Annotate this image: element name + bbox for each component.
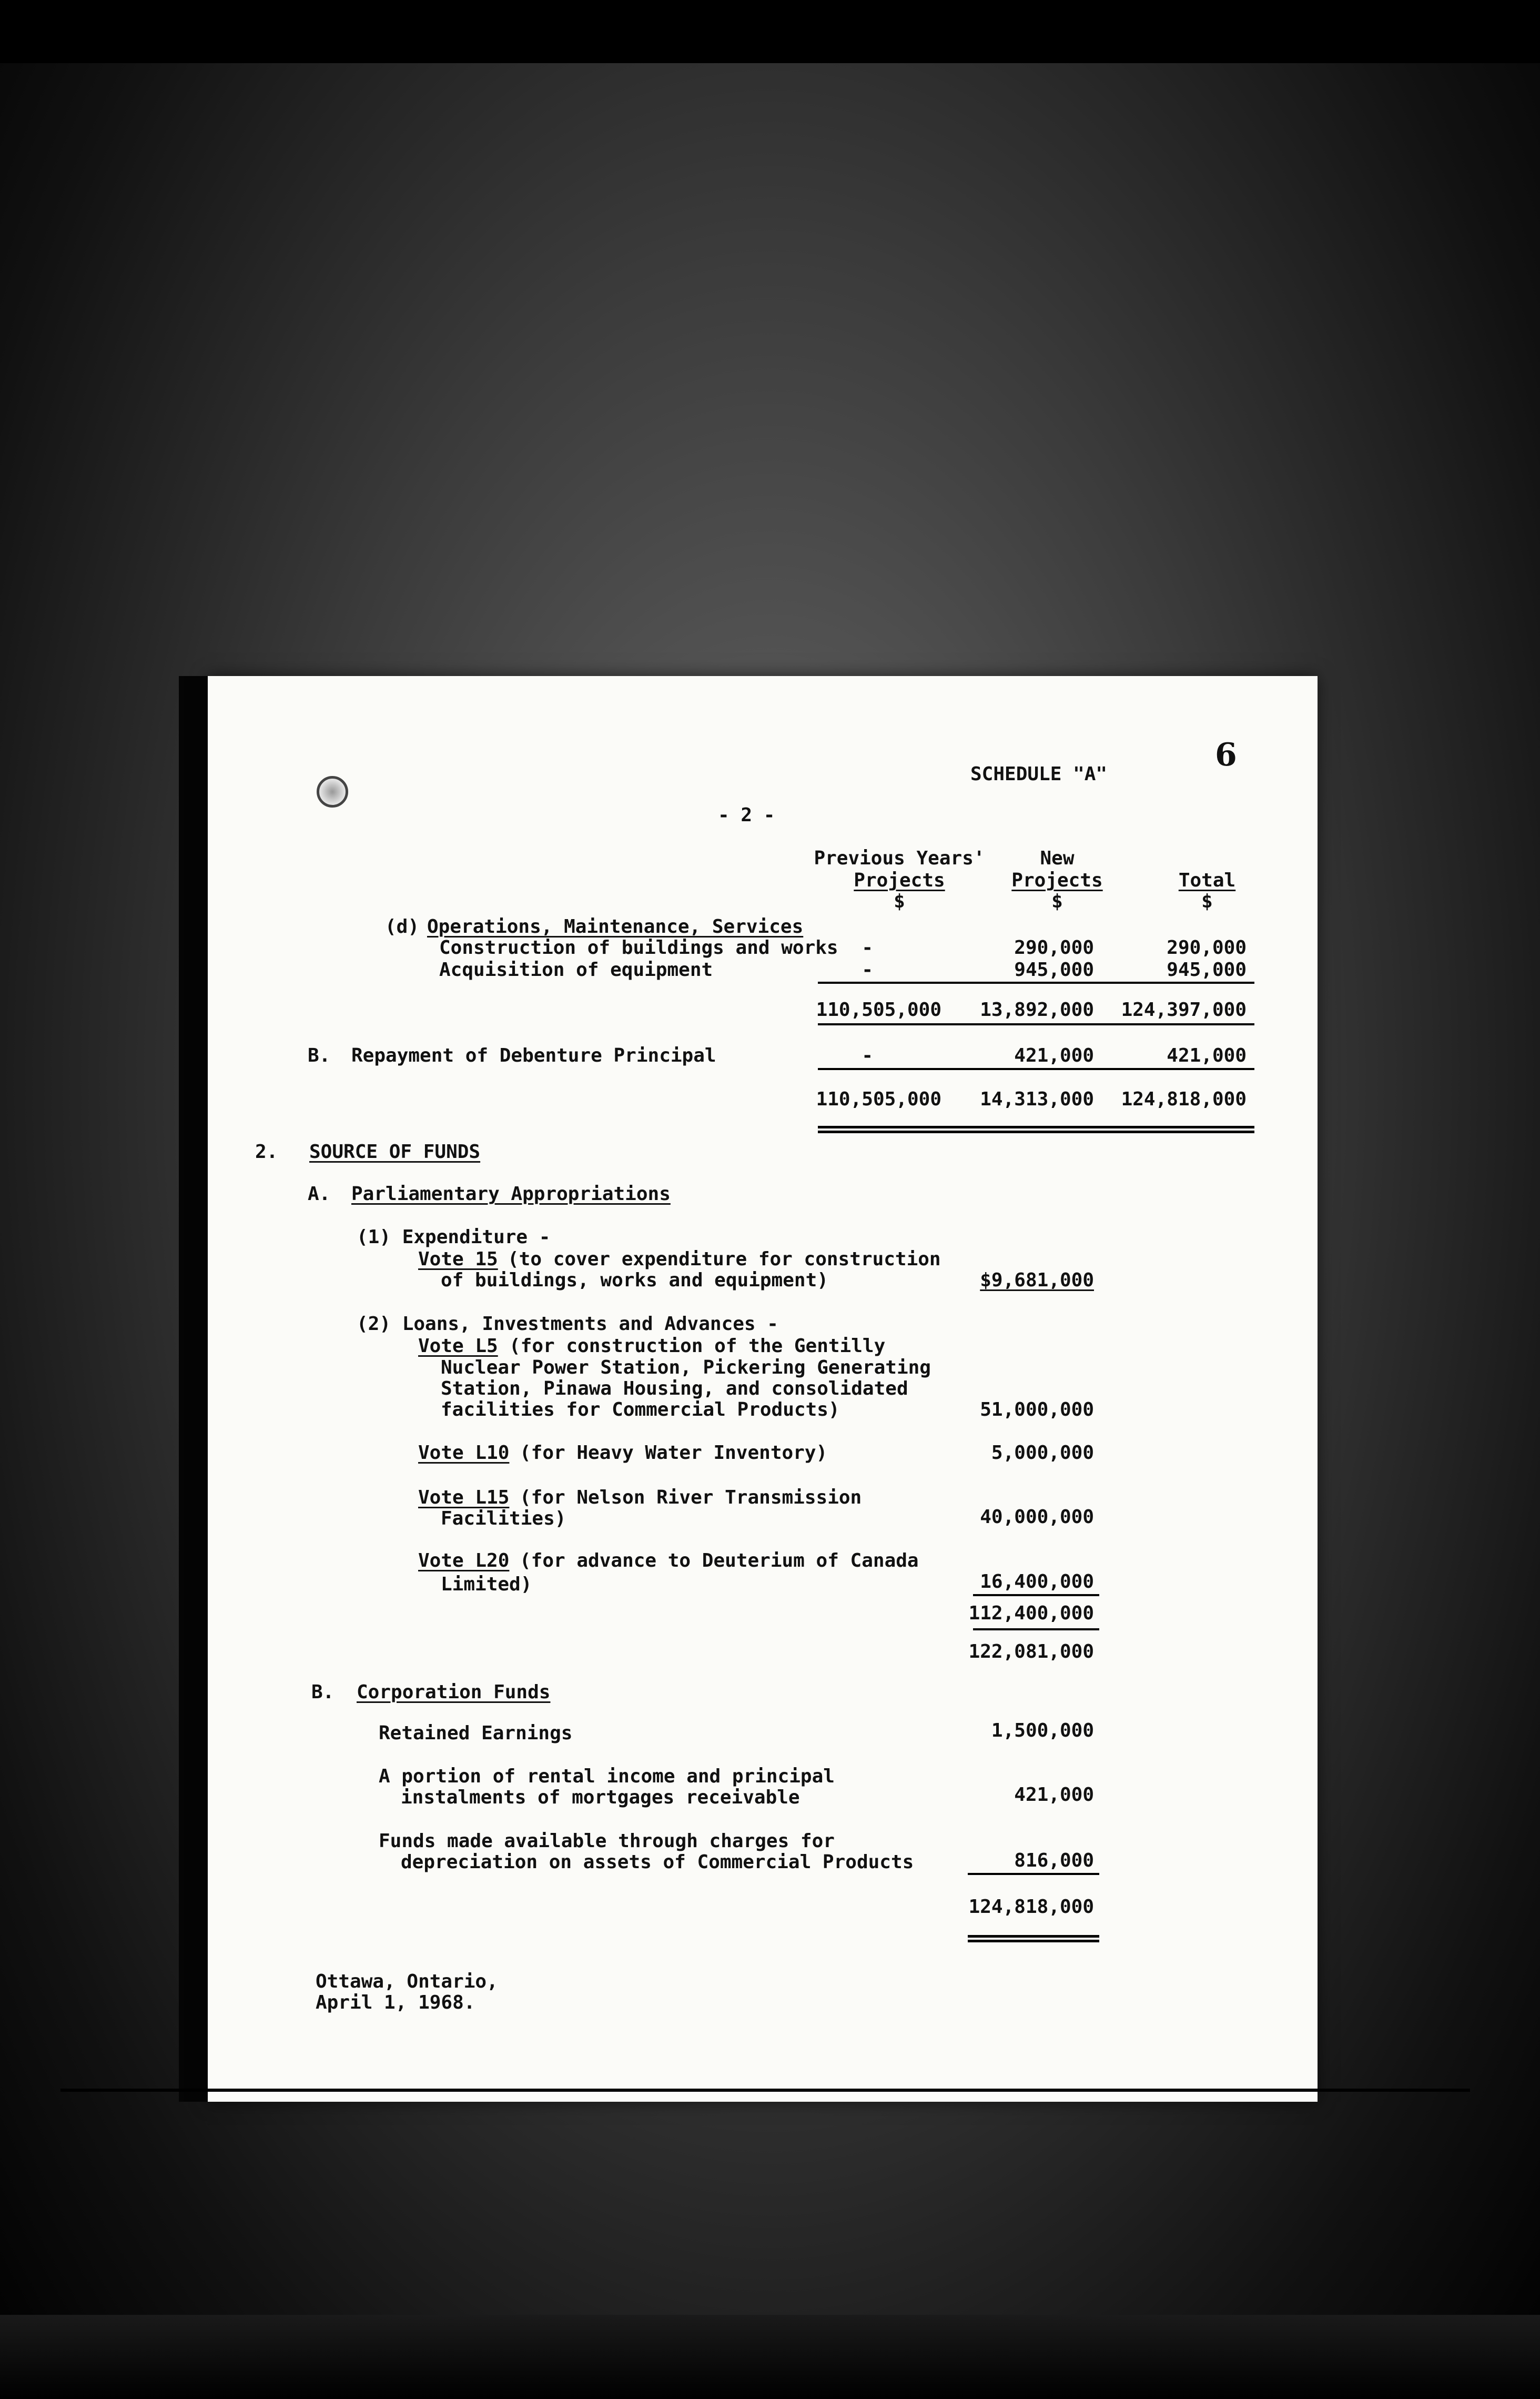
vote-15-amount: $9,681,000 bbox=[980, 1269, 1094, 1291]
appropriations-total: 122,081,000 bbox=[968, 1641, 1094, 1662]
vote-15-line1: (to cover expenditure for construction bbox=[508, 1248, 941, 1270]
retained-earnings-label: Retained Earnings bbox=[379, 1722, 573, 1744]
corporation-label: B. bbox=[311, 1681, 335, 1703]
subtotal-total: 124,397,000 bbox=[1121, 999, 1247, 1021]
repayment-label: B. bbox=[308, 1045, 331, 1066]
punch-hole-icon bbox=[317, 776, 348, 808]
section-d-label: (d) bbox=[385, 916, 420, 938]
vote-l20-line2: Limited) bbox=[441, 1574, 532, 1595]
loans-title: (2) Loans, Investments and Advances - bbox=[357, 1313, 778, 1335]
repayment-top-rule bbox=[818, 1023, 1254, 1025]
row-construction-new: 290,000 bbox=[1014, 937, 1094, 959]
repayment-new: 421,000 bbox=[1014, 1045, 1094, 1066]
rental-income-line1: A portion of rental income and principal bbox=[379, 1766, 835, 1787]
repayment-total: 421,000 bbox=[1167, 1045, 1247, 1066]
appropriations-label: A. bbox=[308, 1183, 331, 1205]
appropriations-heading: Parliamentary Appropriations bbox=[351, 1183, 671, 1205]
vote-l5-line3: Station, Pinawa Housing, and consolidated bbox=[441, 1378, 908, 1399]
vote-l20-amount: 16,400,000 bbox=[980, 1571, 1094, 1592]
vote-l15: Vote L15 bbox=[418, 1487, 510, 1508]
row-acquisition-prev: - bbox=[862, 959, 873, 981]
vote-l20-line1: (for advance to Deuterium of Canada bbox=[520, 1550, 919, 1571]
vote-l5-line4: facilities for Commercial Products) bbox=[441, 1399, 840, 1420]
grand-total-top-rule bbox=[818, 1068, 1254, 1070]
page-number: 6 bbox=[1215, 737, 1237, 773]
binding-spine bbox=[179, 676, 208, 2102]
footer-place: Ottawa, Ontario, bbox=[316, 1971, 498, 1992]
scan-bottom-edge bbox=[0, 2315, 1540, 2399]
vote-l5: Vote L5 bbox=[418, 1335, 498, 1357]
depreciation-amount: 816,000 bbox=[1014, 1850, 1094, 1871]
vote-l15-amount: 40,000,000 bbox=[980, 1506, 1094, 1528]
grand-total-prev: 110,505,000 bbox=[816, 1088, 941, 1110]
section-d-heading: Operations, Maintenance, Services bbox=[427, 916, 804, 938]
scan-baseline-rule bbox=[60, 2089, 1470, 2092]
vote-l10-amount: 5,000,000 bbox=[991, 1442, 1094, 1464]
repayment-text: Repayment of Debenture Principal bbox=[351, 1045, 716, 1066]
col-prev-header-3: $ bbox=[894, 891, 905, 912]
vote-15: Vote 15 bbox=[418, 1248, 498, 1270]
vote-l10: Vote L10 bbox=[418, 1442, 510, 1464]
depreciation-line2: depreciation on assets of Commercial Products bbox=[401, 1851, 914, 1873]
row-acquisition-new: 945,000 bbox=[1014, 959, 1094, 981]
grand-total-new: 14,313,000 bbox=[980, 1088, 1094, 1110]
rental-income-line2: instalments of mortgages receivable bbox=[401, 1787, 800, 1808]
corporation-rule bbox=[968, 1873, 1099, 1875]
grand-total-double-rule bbox=[818, 1126, 1254, 1133]
vote-l20: Vote L20 bbox=[418, 1550, 510, 1571]
rental-income-amount: 421,000 bbox=[1014, 1784, 1094, 1806]
col-new-header-1: New bbox=[1040, 848, 1075, 869]
appropriations-rule bbox=[973, 1628, 1099, 1630]
vote-15-line2: of buildings, works and equipment) bbox=[441, 1269, 828, 1291]
footer-date: April 1, 1968. bbox=[316, 1992, 475, 2013]
scan-top-edge bbox=[0, 0, 1540, 63]
vote-l5-amount: 51,000,000 bbox=[980, 1399, 1094, 1420]
vote-l15-line2: Facilities) bbox=[441, 1508, 566, 1529]
col-new-header-2: Projects bbox=[1011, 870, 1103, 891]
source-total: 124,818,000 bbox=[968, 1896, 1094, 1918]
col-prev-header-2: Projects bbox=[854, 870, 945, 891]
subtotal-rule bbox=[818, 982, 1254, 984]
loans-rule bbox=[973, 1594, 1099, 1596]
col-new-header-3: $ bbox=[1051, 891, 1063, 912]
vote-l5-line2: Nuclear Power Station, Pickering Generating bbox=[441, 1357, 931, 1378]
depreciation-line1: Funds made available through charges for bbox=[379, 1830, 835, 1852]
row-construction-total: 290,000 bbox=[1167, 937, 1247, 959]
repayment-prev: - bbox=[862, 1045, 873, 1066]
vote-l5-line1: (for construction of the Gentilly bbox=[509, 1335, 886, 1357]
row-acquisition-total: 945,000 bbox=[1167, 959, 1247, 981]
corporation-heading: Corporation Funds bbox=[357, 1681, 551, 1703]
subtotal-prev: 110,505,000 bbox=[816, 999, 941, 1021]
grand-total-total: 124,818,000 bbox=[1121, 1088, 1247, 1110]
expenditure-title: (1) Expenditure - bbox=[357, 1226, 551, 1248]
col-total-header-2: $ bbox=[1201, 891, 1213, 912]
col-total-header-1: Total bbox=[1178, 870, 1236, 891]
row-construction-label: Construction of buildings and works bbox=[439, 937, 838, 959]
loans-subtotal: 112,400,000 bbox=[968, 1602, 1094, 1624]
page-marker: - 2 - bbox=[718, 804, 775, 826]
schedule-label: SCHEDULE "A" bbox=[970, 763, 1108, 785]
source-number: 2. bbox=[255, 1141, 278, 1163]
source-total-double-rule bbox=[968, 1935, 1099, 1942]
retained-earnings-amount: 1,500,000 bbox=[991, 1720, 1094, 1741]
row-acquisition-label: Acquisition of equipment bbox=[439, 959, 713, 981]
vote-l10-line1: (for Heavy Water Inventory) bbox=[520, 1442, 828, 1464]
col-prev-header-1: Previous Years' bbox=[814, 848, 985, 869]
vote-l15-line1: (for Nelson River Transmission bbox=[520, 1487, 862, 1508]
source-heading: SOURCE OF FUNDS bbox=[309, 1141, 481, 1163]
subtotal-new: 13,892,000 bbox=[980, 999, 1094, 1021]
row-construction-prev: - bbox=[862, 937, 873, 959]
